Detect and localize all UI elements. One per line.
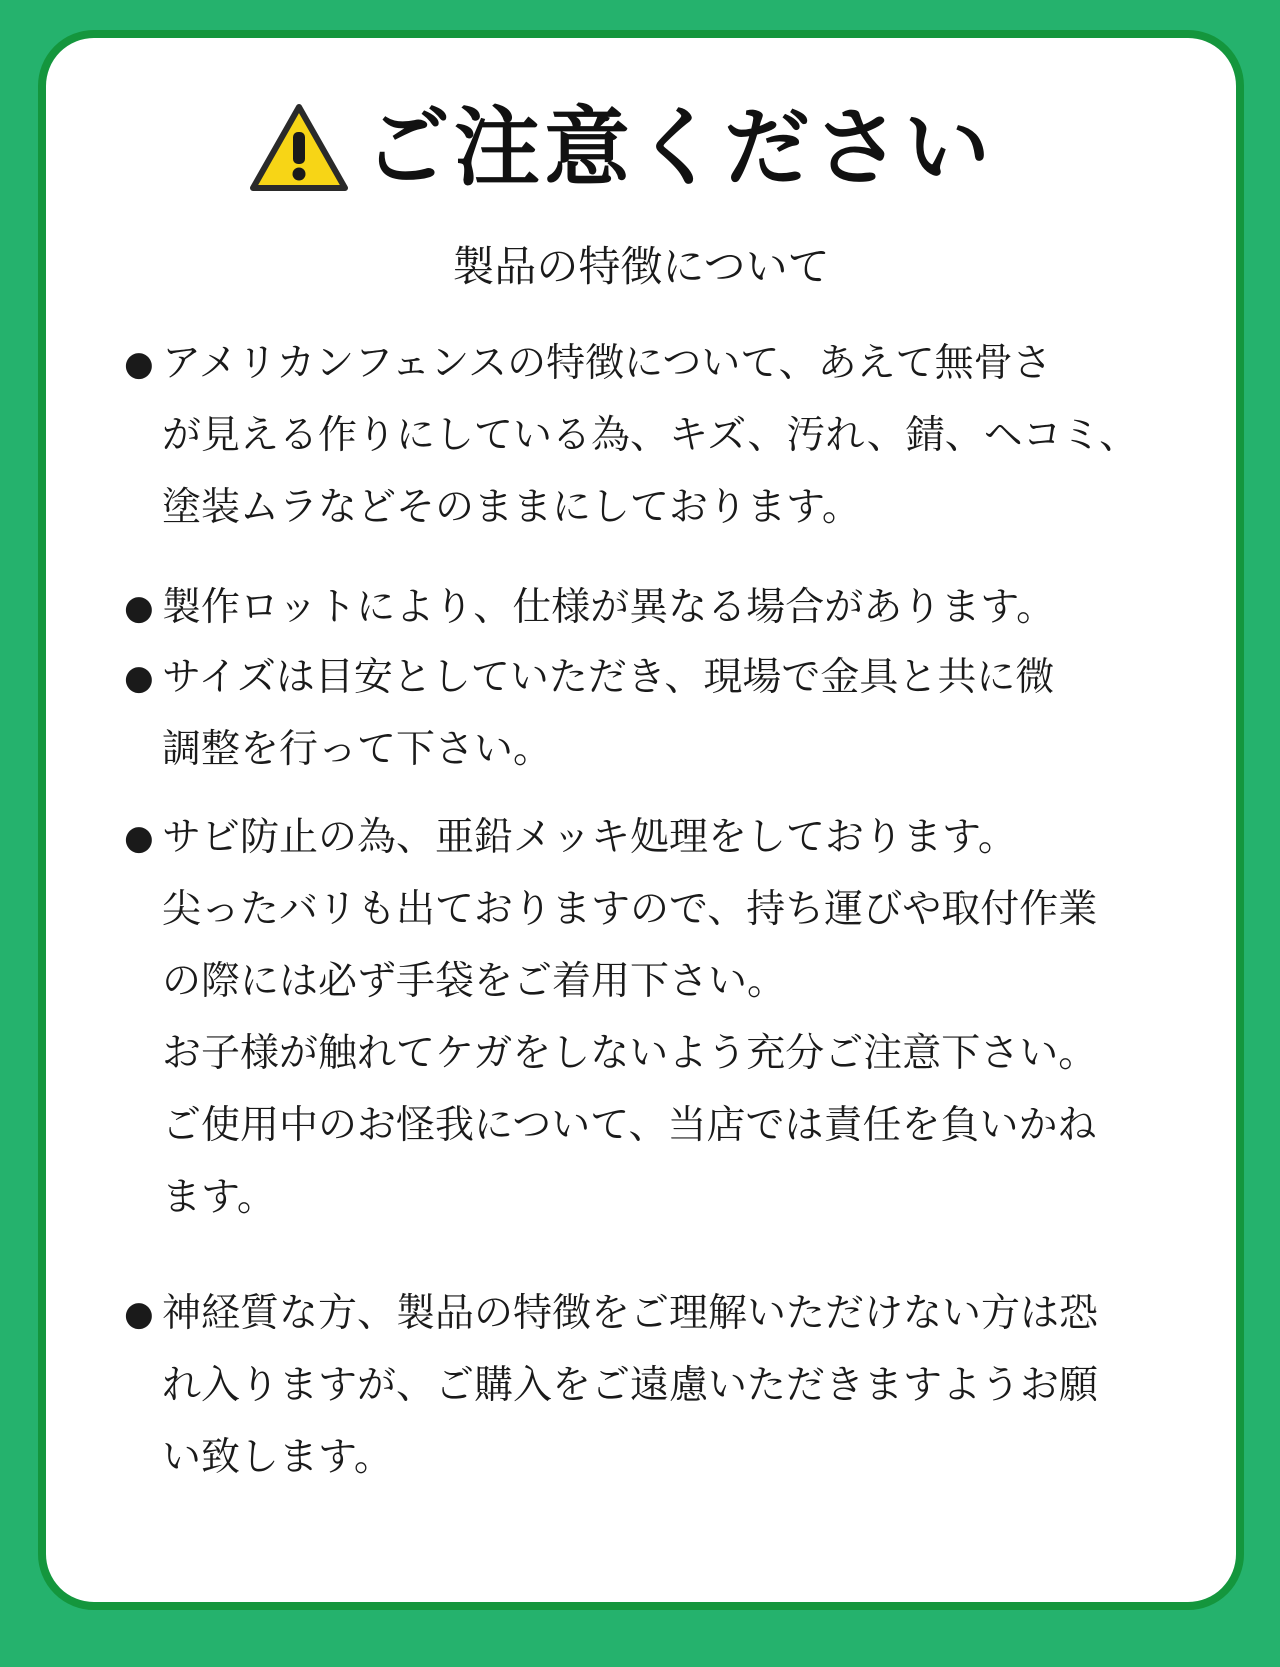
bullet: ●: [124, 344, 154, 384]
notice-item: [124, 572, 1204, 644]
notice-item: [124, 328, 1204, 544]
bullet: ●: [124, 1294, 154, 1334]
notice-text: アメリカンフェンスの特徴について、あえて無骨さ が見える作りにしている為、キズ、汚れ、錆、ヘコミ、 塗装ムラなどそのままにしております。: [162, 341, 1139, 530]
notice-card: [38, 30, 1244, 1610]
notice-text: 神経質な方、製品の特徴をご理解いただけない方は恐 れ入りますが、ご購入をご遠慮いただきますようお願 い致します。: [162, 1291, 1099, 1480]
notice-item: [124, 642, 1204, 786]
notice-text: サイズは目安としていただき、現場で金具と共に微 調整を行って下さい。: [162, 655, 1055, 772]
section-subtitle: 製品の特徴について: [452, 242, 830, 291]
page-title: ご注意ください: [364, 98, 994, 198]
header: [46, 93, 1236, 203]
notice-item: [124, 802, 1204, 1234]
notice-text: サビ防止の為、亜鉛メッキ処理をしております。 尖ったバリも出ておりますので、持ち運びや取付作業 の際には必ず手袋をご着用下さい。 お子様が触れてケガをしないよう充分ご注意下さい。 ご使用中のお怪我について、当店では責任を負いかね ます。: [162, 815, 1098, 1220]
bullet: ●: [124, 818, 154, 858]
bullet: ●: [124, 658, 154, 698]
notice-text: 製作ロットにより、仕様が異なる場合があります。: [162, 585, 1056, 630]
warning-triangle-icon: [248, 102, 350, 194]
bullet: ●: [124, 588, 154, 628]
notice-item: [124, 1278, 1204, 1494]
